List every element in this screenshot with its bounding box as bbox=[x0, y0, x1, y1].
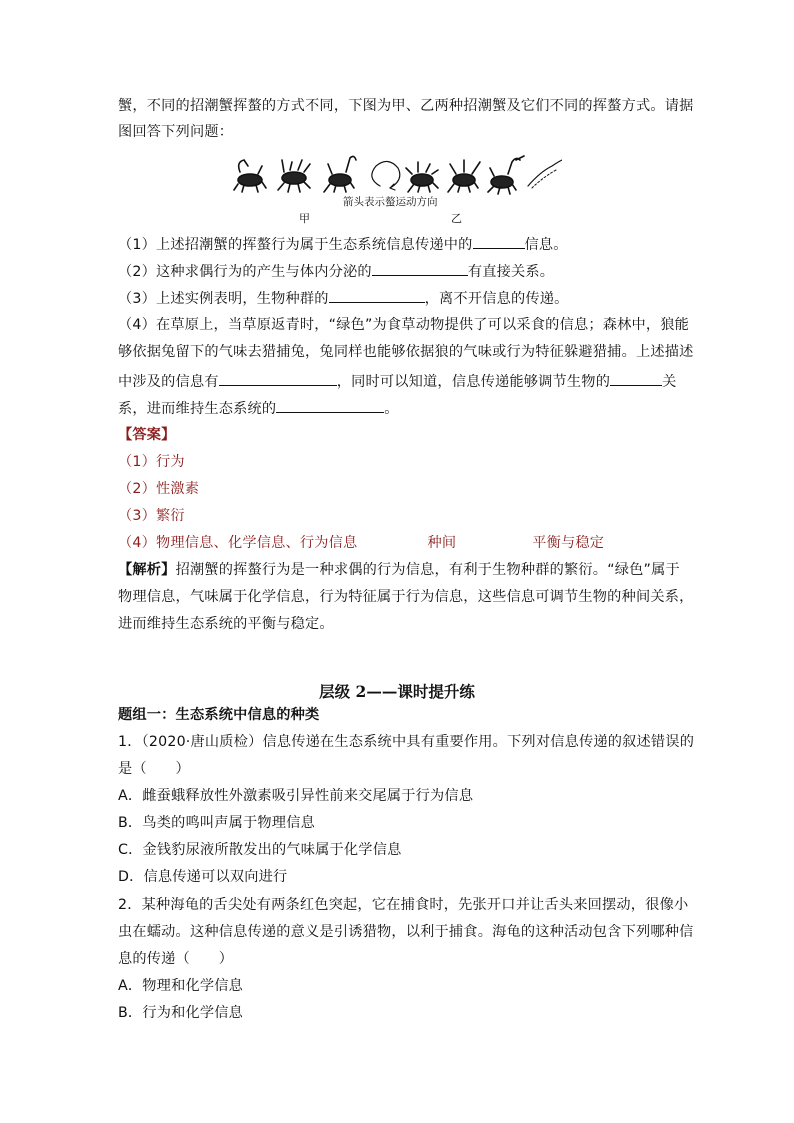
question-1 bbox=[118, 234, 568, 255]
q-two-stem-1: 2．某种海龟的舌尖处有两条红色突起，它在捕食时，先张开口并让舌头来回摆动，很像小 bbox=[118, 897, 689, 913]
answer-1: （1）行为 bbox=[118, 454, 185, 470]
analysis-line-2: 物理信息，气味属于化学信息，行为特征属于行为信息，这些信息可调节生物的种间关系， bbox=[118, 589, 694, 605]
q-one-stem-2: 是（ ） bbox=[118, 761, 190, 777]
crab-figure bbox=[232, 152, 562, 224]
q-one-option-b[interactable]: B．鸟类的鸣叫声属于物理信息 bbox=[118, 815, 315, 831]
figure-caption: 箭头表示螯运动方向 bbox=[343, 196, 438, 208]
answer-4-part-3: 平衡与稳定 bbox=[532, 535, 605, 551]
q3-suffix: ，离不开信息的传递。 bbox=[424, 291, 569, 307]
figure-label-a: 甲 bbox=[299, 212, 310, 225]
q-two-option-a[interactable]: A．物理和化学信息 bbox=[118, 978, 244, 994]
q-two-stem-2: 虫在蠕动。这种信息传递的意义是引诱猎物，以利于捕食。海龟的这种活动包含下列哪种信 bbox=[118, 924, 694, 940]
q4-text-e: 。 bbox=[384, 401, 399, 417]
q4-text-a: 中涉及的信息有 bbox=[118, 374, 219, 390]
analysis-heading: 【解析】 bbox=[118, 562, 176, 578]
crab-icon-3 bbox=[324, 156, 356, 192]
question-4-line-4 bbox=[118, 398, 399, 419]
q1-text: （1）上述招潮蟹的挥螯行为属于生态系统信息传递中的 bbox=[118, 237, 473, 253]
q2-suffix: 有直接关系。 bbox=[467, 264, 555, 280]
q1-suffix: 信息。 bbox=[524, 237, 568, 253]
q3-blank[interactable] bbox=[329, 288, 425, 303]
q4-text-c: 关 bbox=[662, 374, 677, 390]
q4-blank-3[interactable] bbox=[276, 398, 384, 413]
analysis-line-3: 进而维持生态系统的平衡与稳定。 bbox=[118, 616, 334, 632]
q4-blank-1[interactable] bbox=[219, 371, 337, 386]
section-title: 层级 2——课时提升练 bbox=[319, 682, 475, 701]
crab-icon-2 bbox=[278, 160, 310, 192]
q-two-stem-3: 息的传递（ ） bbox=[118, 951, 234, 967]
figure-label-b: 乙 bbox=[451, 212, 462, 225]
answer-4-part-2: 种间 bbox=[427, 535, 457, 551]
movement-arrow-b bbox=[528, 160, 562, 186]
q-one-option-c[interactable]: C．金钱豹尿液所散发出的气味属于化学信息 bbox=[118, 842, 402, 858]
q4-text-b: ，同时可以知道，信息传递能够调节生物的 bbox=[336, 374, 611, 390]
q4-blank-2[interactable] bbox=[610, 371, 662, 386]
q4-text-d: 系，进而维持生态系统的 bbox=[118, 401, 277, 417]
answer-2: （2）性激素 bbox=[118, 481, 200, 497]
crab-icon-4 bbox=[406, 162, 438, 192]
answer-4 bbox=[118, 533, 604, 553]
q-one-option-d[interactable]: D．信息传递可以双向进行 bbox=[118, 869, 288, 885]
analysis-line-1 bbox=[118, 560, 680, 580]
crab-icon-5 bbox=[448, 160, 480, 192]
q-two-option-b[interactable]: B．行为和化学信息 bbox=[118, 1005, 244, 1021]
intro-line-2: 图回答下列问题： bbox=[118, 124, 234, 140]
q2-text: （2）这种求偶行为的产生与体内分泌的 bbox=[118, 264, 372, 280]
answer-3: （3）繁衍 bbox=[118, 508, 185, 524]
group-heading: 题组一：生态系统中信息的种类 bbox=[118, 707, 320, 723]
crab-icon-6 bbox=[488, 156, 524, 194]
answer-heading: 【答案】 bbox=[118, 427, 176, 443]
movement-arrow-a bbox=[372, 161, 400, 188]
intro-line-1: 蟹，不同的招潮蟹挥螯的方式不同，下图为甲、乙两种招潮蟹及它们不同的挥螯方式。请据 bbox=[118, 98, 694, 114]
crab-icon-1 bbox=[234, 160, 266, 192]
q-one-stem-1: 1．（2020·唐山质检）信息传递在生态系统中具有重要作用。下列对信息传递的叙述错误的 bbox=[118, 734, 695, 750]
analysis-text-1: 招潮蟹的挥螯行为是一种求偶的行为信息，有利于生物种群的繁衍。“绿色”属于 bbox=[175, 562, 680, 578]
question-4-line-1: （4）在草原上，当草原返青时，“绿色”为食草动物提供了可以采食的信息；森林中，狼能 bbox=[118, 317, 690, 333]
q1-blank[interactable] bbox=[473, 234, 525, 249]
question-4-line-3 bbox=[118, 371, 676, 392]
q2-blank[interactable] bbox=[372, 261, 468, 276]
q3-text: （3）上述实例表明，生物种群的 bbox=[118, 291, 329, 307]
question-4-line-2: 够依据兔留下的气味去猎捕兔，兔同样也能够依据狼的气味或行为特征躲避猎捕。上述描述 bbox=[118, 344, 694, 360]
q-one-option-a[interactable]: A．雌蚕蛾释放性外激素吸引异性前来交尾属于行为信息 bbox=[118, 788, 474, 804]
question-3 bbox=[118, 288, 569, 309]
answer-4-part-1: （4）物理信息、化学信息、行为信息 bbox=[118, 535, 358, 551]
question-2 bbox=[118, 261, 554, 282]
